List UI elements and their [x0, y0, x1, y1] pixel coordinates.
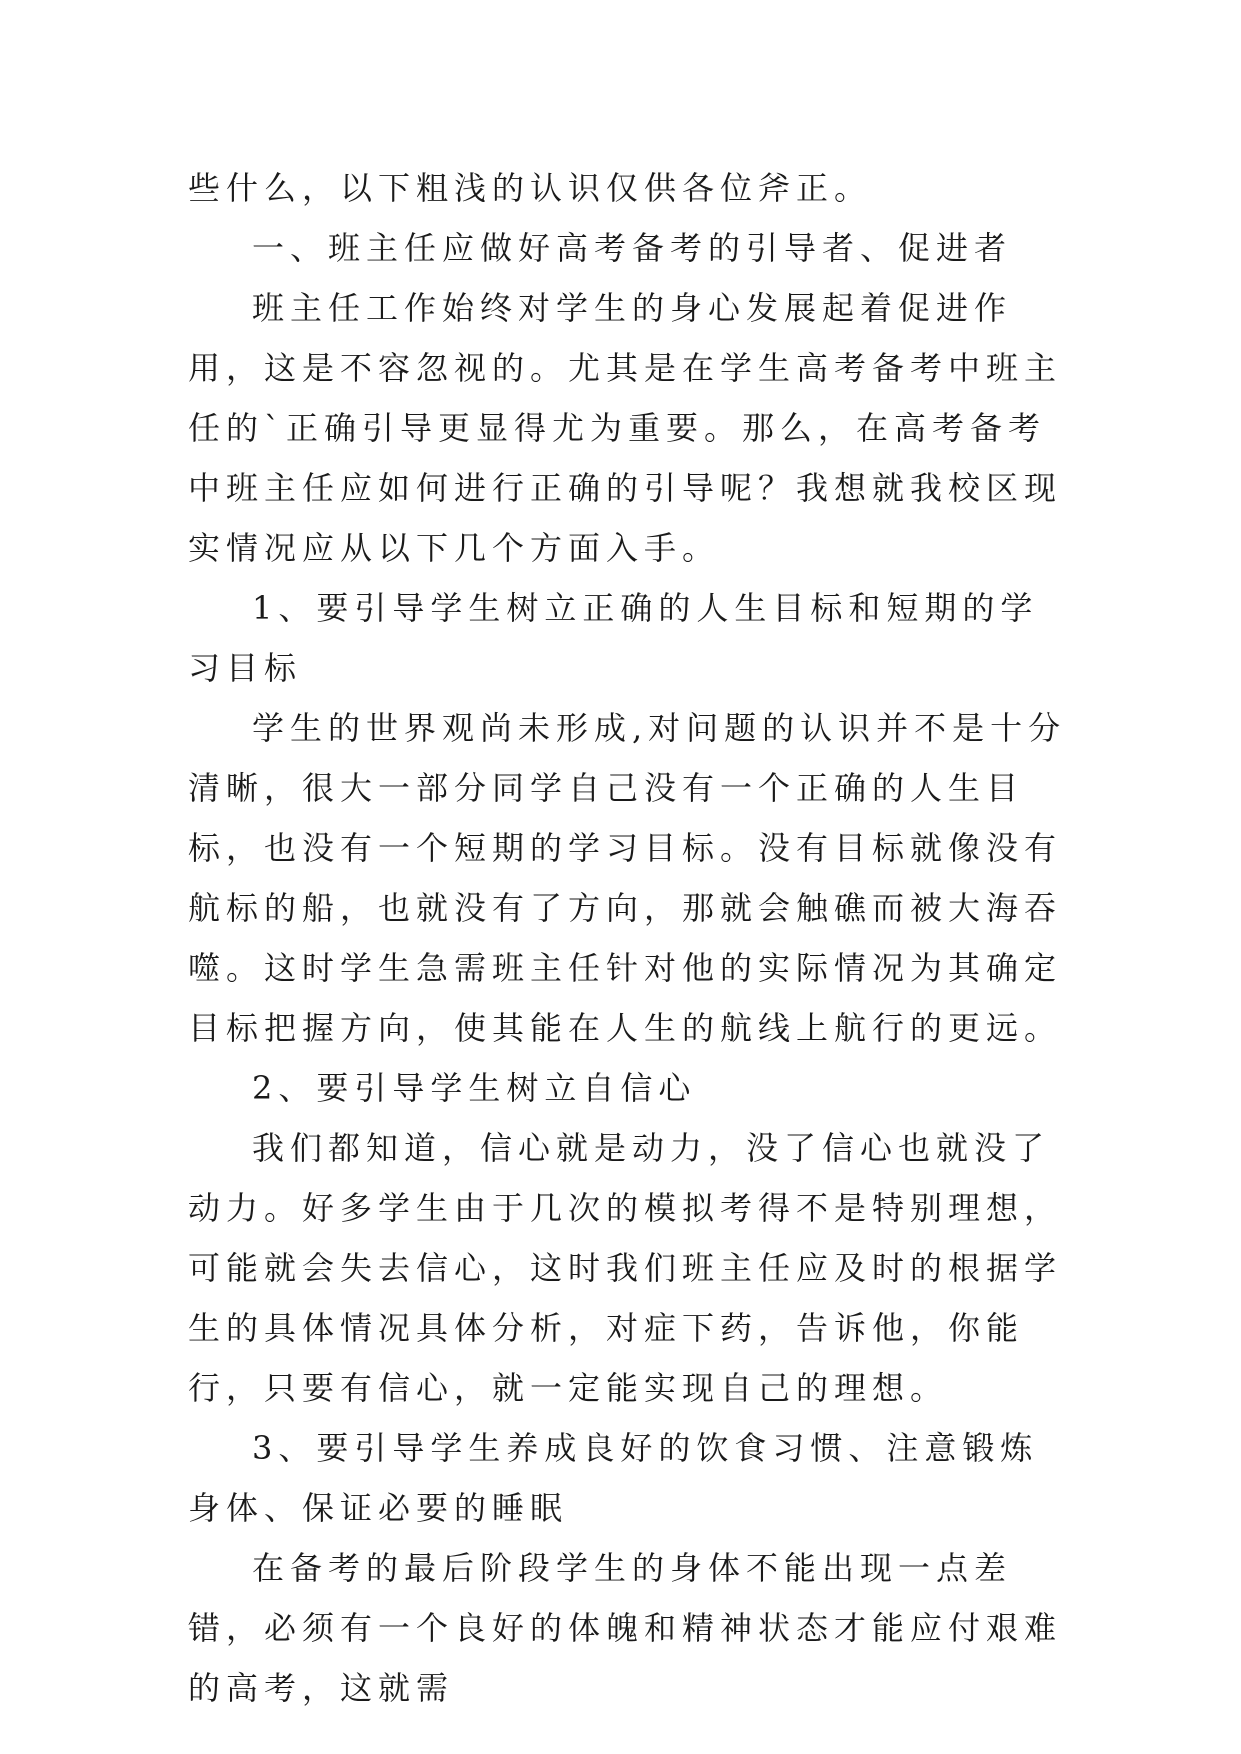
paragraph: 我们都知道，信心就是动力，没了信心也就没了动力。好多学生由于几次的模拟考得不是特别理想，可能就会失去信心，这时我们班主任应及时的根据学生的具体情况具体分析，对症下药，告诉他，你能行，只要有信心，就一定能实现自己的理想。	[188, 1129, 1063, 1407]
section-heading-1: 一、班主任应做好高考备考的引导者、促进者	[252, 229, 1013, 267]
paragraph: 在备考的最后阶段学生的身体不能出现一点差错，必须有一个良好的体魄和精神状态才能应付艰难的高考，这就需	[188, 1549, 1063, 1707]
paragraph-continuation: 些什么，以下粗浅的认识仅供各位斧正。	[188, 169, 873, 207]
document-body	[188, 158, 1068, 1718]
paragraph: 学生的世界观尚未形成,对问题的认识并不是十分清晰，很大一部分同学自己没有一个正确的人生目标，也没有一个短期的学习目标。没有目标就像没有航标的船，也就没有了方向，那就会触礁而被大海吞噬。这时学生急需班主任针对他的实际情况为其确定目标把握方向，使其能在人生的航线上航行的更远。	[188, 709, 1067, 1047]
subheading-2: 2、要引导学生树立自信心	[252, 1069, 697, 1107]
subheading-1: 1、要引导学生树立正确的人生目标和短期的学习目标	[188, 589, 1039, 687]
subheading-3: 3、要引导学生养成良好的饮食习惯、注意锻炼身体、保证必要的睡眠	[188, 1429, 1039, 1527]
paragraph: 班主任工作始终对学生的身心发展起着促进作用，这是不容忽视的。尤其是在学生高考备考中班主任的`正确引导更显得尤为重要。那么，在高考备考中班主任应如何进行正确的引导呢？我想就我校区现实情况应从以下几个方面入手。	[188, 289, 1063, 567]
